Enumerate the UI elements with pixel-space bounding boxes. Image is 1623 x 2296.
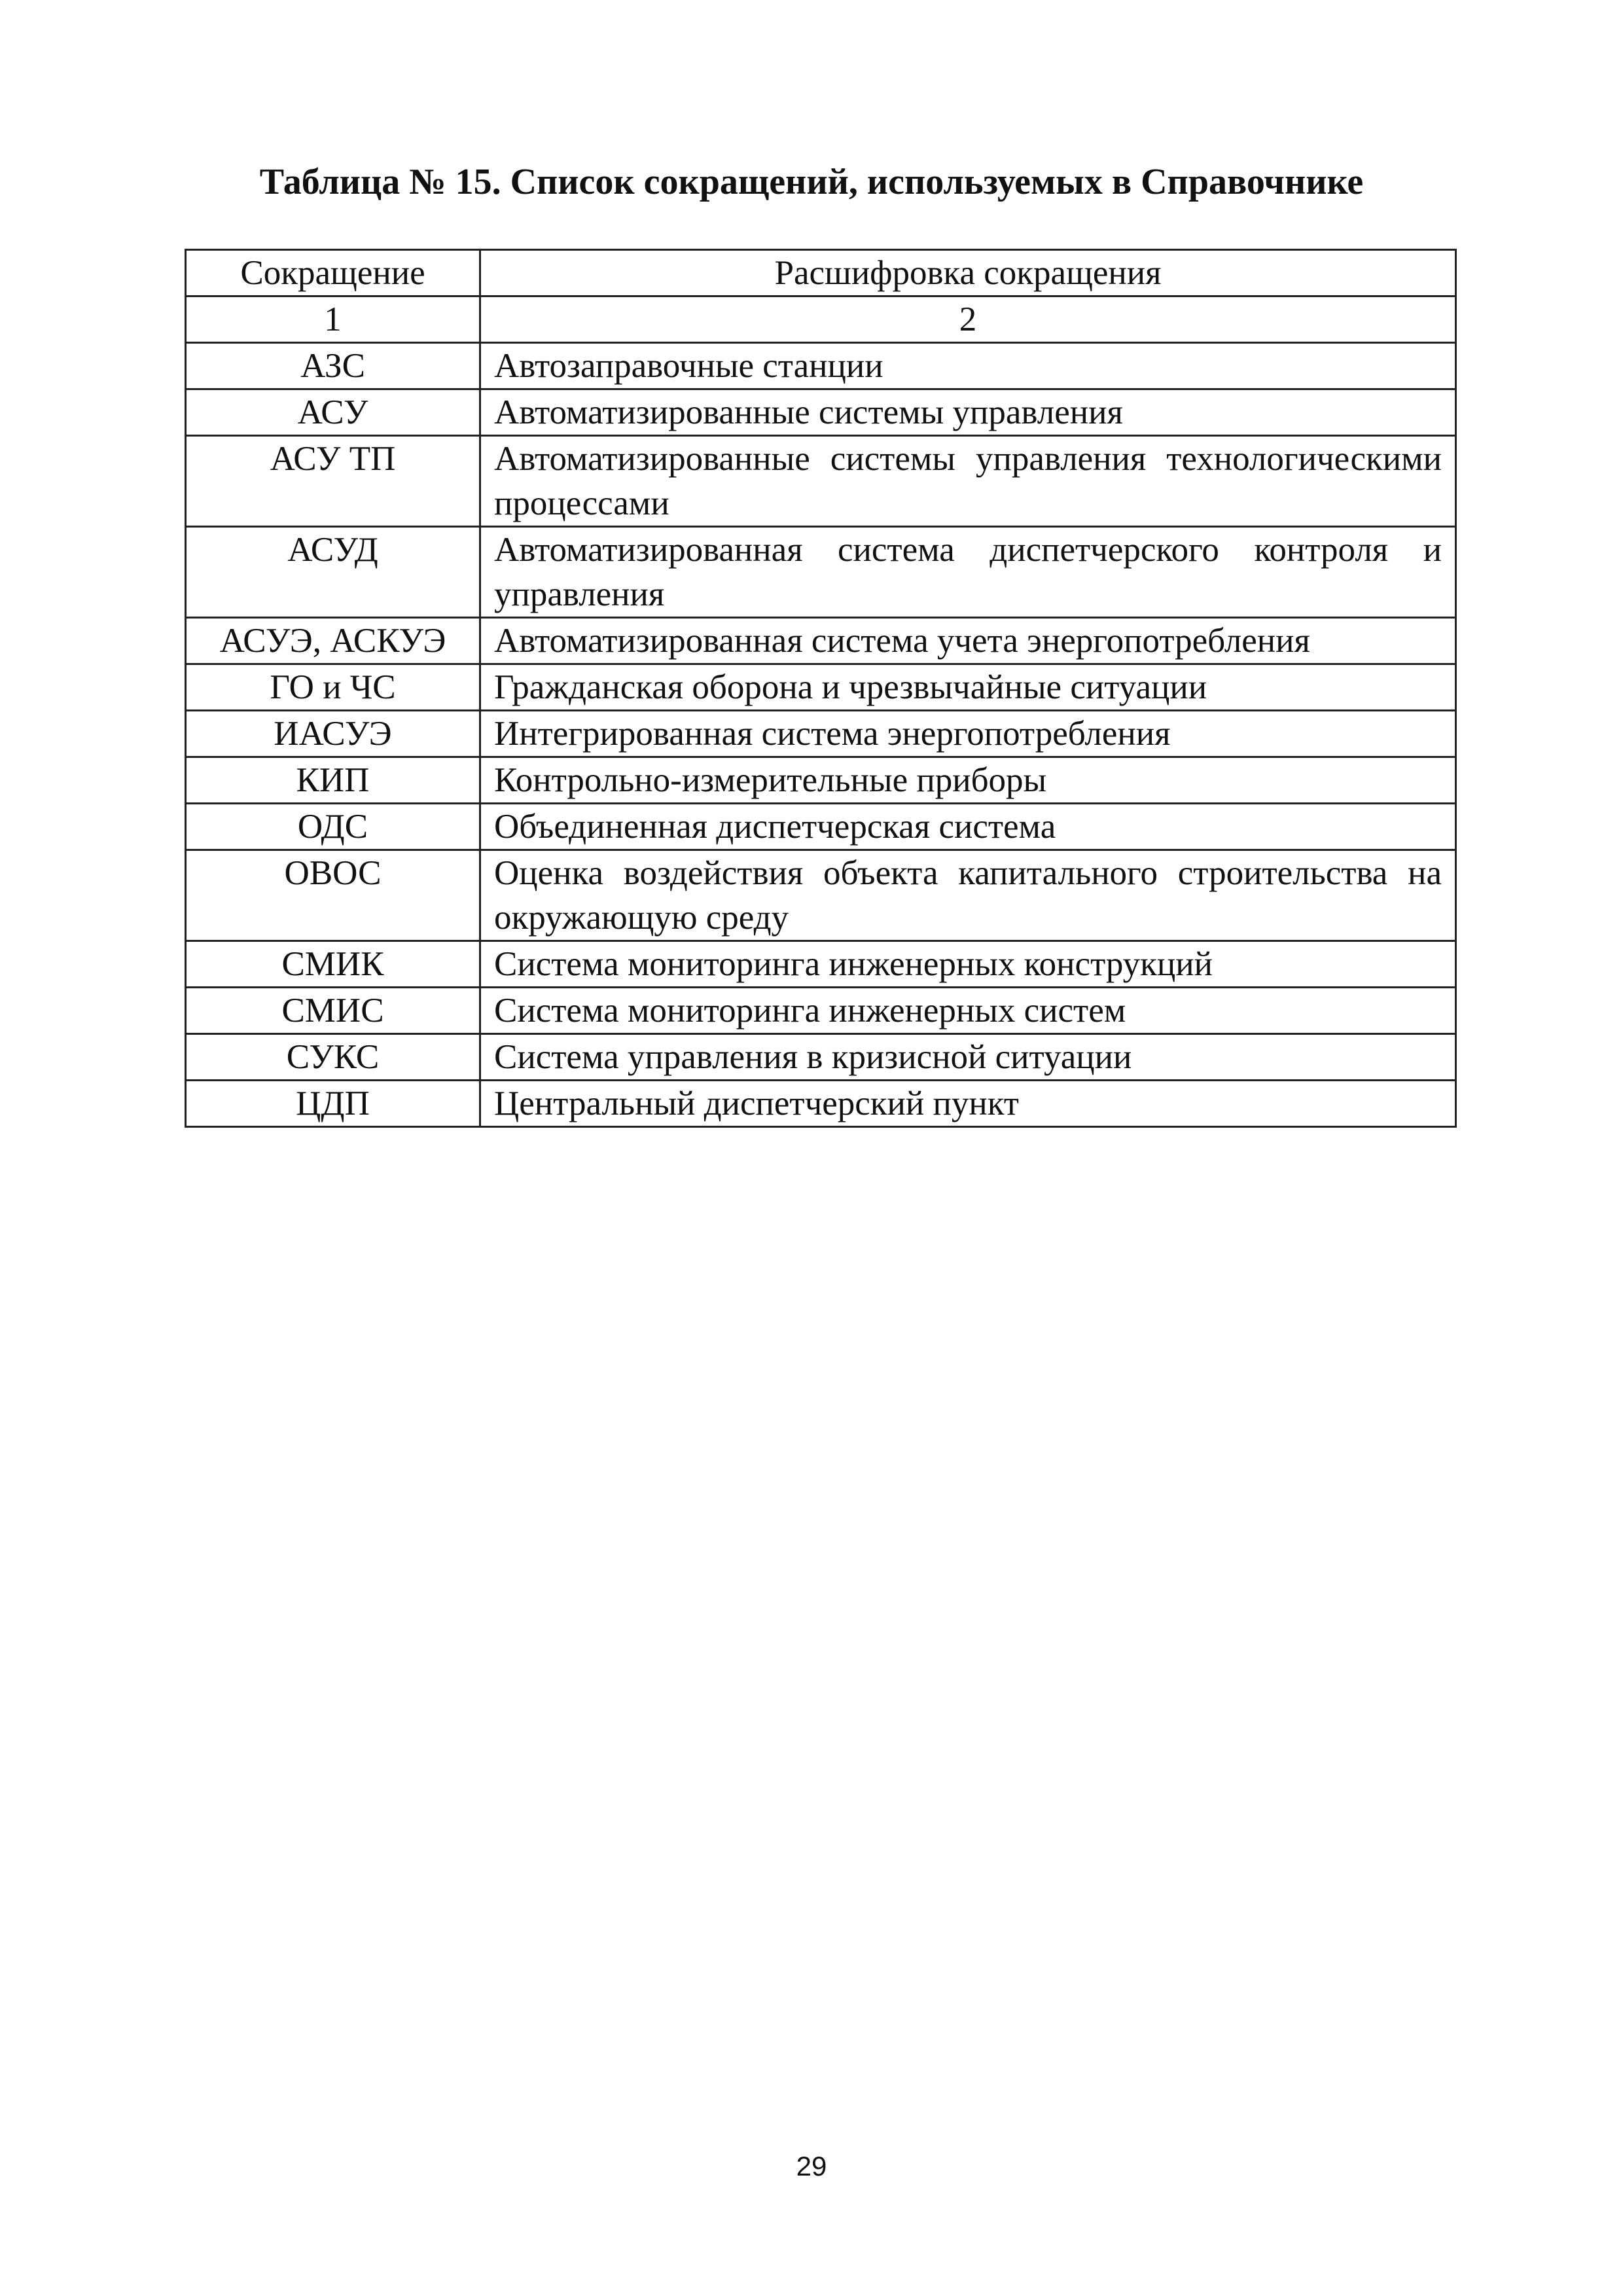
abbreviation-cell: АЗС — [186, 343, 480, 389]
expansion-cell: Автоматизированные системы управления технологическими процессами — [480, 436, 1456, 527]
abbreviation-cell: СМИК — [186, 941, 480, 988]
table-row — [186, 527, 1456, 618]
table-row — [186, 941, 1456, 988]
table-row — [186, 1081, 1456, 1127]
abbreviation-cell: АСУ ТП — [186, 436, 480, 527]
table-row — [186, 343, 1456, 389]
table-row — [186, 804, 1456, 850]
expansion-cell: Интегрированная система энергопотребления — [480, 711, 1456, 757]
table-body — [186, 343, 1456, 1127]
abbreviation-cell: ОДС — [186, 804, 480, 850]
abbreviation-cell: ИАСУЭ — [186, 711, 480, 757]
table-row — [186, 850, 1456, 941]
column-number-row — [186, 296, 1456, 343]
column-number-2: 2 — [480, 296, 1456, 343]
expansion-cell: Контрольно-измерительные приборы — [480, 757, 1456, 804]
table-row — [186, 988, 1456, 1034]
abbreviation-cell: АСУД — [186, 527, 480, 618]
header-abbreviation: Сокращение — [186, 250, 480, 296]
table-row — [186, 711, 1456, 757]
expansion-cell: Автоматизированная система диспетчерского контроля и управления — [480, 527, 1456, 618]
expansion-cell: Центральный диспетчерский пункт — [480, 1081, 1456, 1127]
page-number: 29 — [796, 2151, 827, 2181]
expansion-cell: Автоматизированные системы управления — [480, 389, 1456, 436]
expansion-cell: Система мониторинга инженерных конструкций — [480, 941, 1456, 988]
abbreviation-cell: ЦДП — [186, 1081, 480, 1127]
expansion-cell: Автоматизированная система учета энергопотребления — [480, 618, 1456, 664]
abbreviation-cell: АСУЭ, АСКУЭ — [186, 618, 480, 664]
table-row — [186, 664, 1456, 711]
expansion-cell: Система мониторинга инженерных систем — [480, 988, 1456, 1034]
table-row — [186, 757, 1456, 804]
table-header-row — [186, 250, 1456, 296]
abbreviation-cell: СУКС — [186, 1034, 480, 1081]
abbreviations-table — [185, 249, 1457, 1128]
table-row — [186, 389, 1456, 436]
expansion-cell: Система управления в кризисной ситуации — [480, 1034, 1456, 1081]
abbreviation-cell: ОВОС — [186, 850, 480, 941]
abbreviation-cell: КИП — [186, 757, 480, 804]
abbreviation-cell: АСУ — [186, 389, 480, 436]
expansion-cell: Объединенная диспетчерская система — [480, 804, 1456, 850]
expansion-cell: Оценка воздействия объекта капитального строительства на окружающую среду — [480, 850, 1456, 941]
expansion-cell: Автозаправочные станции — [480, 343, 1456, 389]
table-row — [186, 1034, 1456, 1081]
expansion-cell: Гражданская оборона и чрезвычайные ситуации — [480, 664, 1456, 711]
abbreviation-cell: ГО и ЧС — [186, 664, 480, 711]
table-row — [186, 618, 1456, 664]
page-title: Таблица № 15. Список сокращений, используемых в Справочнике — [259, 162, 1364, 202]
abbreviation-cell: СМИС — [186, 988, 480, 1034]
column-number-1: 1 — [186, 296, 480, 343]
table-row — [186, 436, 1456, 527]
header-expansion: Расшифровка сокращения — [480, 250, 1456, 296]
